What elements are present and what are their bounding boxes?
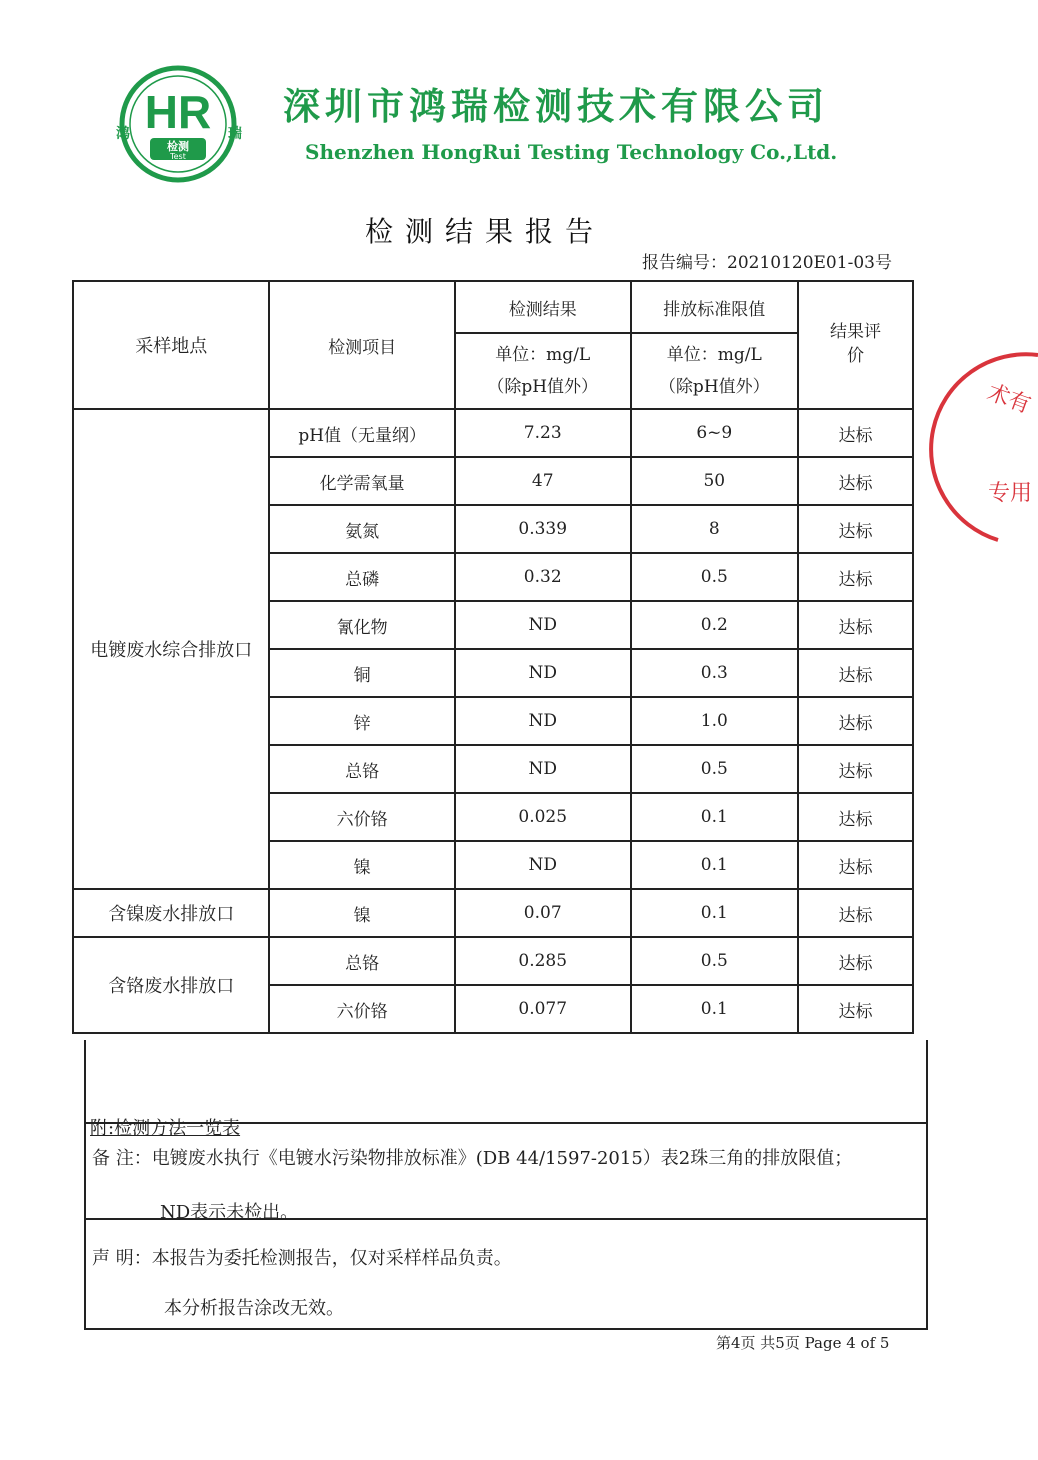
limit-cell: 0.3 xyxy=(631,649,799,697)
notes-section xyxy=(84,1040,928,1330)
location-cell: 电镀废水综合排放口 xyxy=(73,409,269,889)
eval-cell: 达标 xyxy=(798,889,913,937)
result-cell: ND xyxy=(455,697,631,745)
limit-cell: 0.1 xyxy=(631,793,799,841)
remark-line-2: ND表示未检出。 xyxy=(160,1202,299,1223)
eval-cell: 达标 xyxy=(798,649,913,697)
item-cell: 总铬 xyxy=(269,937,455,985)
logo-mark: HR xyxy=(144,86,212,138)
remark-line-1: 备 注：电镀废水执行《电镀水污染物排放标准》(DB 44/1597-2015）表2珠三角的排放限值； xyxy=(92,1148,853,1169)
limit-cell: 0.2 xyxy=(631,601,799,649)
item-cell: 镍 xyxy=(269,889,455,937)
limit-unit-text: 单位：mg/L xyxy=(666,344,762,365)
item-cell: 六价铬 xyxy=(269,985,455,1033)
eval-cell: 达标 xyxy=(798,937,913,985)
eval-cell: 达标 xyxy=(798,553,913,601)
statement-line-1: 声 明：本报告为委托检测报告，仅对采样样品负责。 xyxy=(92,1248,512,1269)
statement-line-2: 本分析报告涂改无效。 xyxy=(164,1298,344,1319)
result-cell: 0.025 xyxy=(455,793,631,841)
limit-cell: 6~9 xyxy=(631,409,799,457)
notes-divider xyxy=(86,1122,926,1124)
eval-cell: 达标 xyxy=(798,697,913,745)
header-evaluation-label: 结果评价 xyxy=(830,322,882,366)
header-limit: 排放标准限值 xyxy=(631,281,799,333)
header-evaluation xyxy=(798,281,913,409)
result-cell: ND xyxy=(455,841,631,889)
item-cell: pH值（无量纲） xyxy=(269,409,455,457)
limit-cell: 0.1 xyxy=(631,841,799,889)
result-cell: 0.07 xyxy=(455,889,631,937)
item-cell: 总铬 xyxy=(269,745,455,793)
item-cell: 化学需氧量 xyxy=(269,457,455,505)
limit-unit-note: （除pH值外） xyxy=(658,377,770,397)
eval-cell: 达标 xyxy=(798,601,913,649)
item-cell: 锌 xyxy=(269,697,455,745)
attachment-link[interactable]: 附:检测方法一览表 xyxy=(90,1118,241,1139)
result-cell: ND xyxy=(455,745,631,793)
limit-cell: 0.1 xyxy=(631,889,799,937)
company-logo xyxy=(108,62,248,187)
result-cell: 47 xyxy=(455,457,631,505)
stamp-text-bottom: 专用 xyxy=(988,481,1033,506)
results-table xyxy=(72,280,914,1034)
logo-sub-en: Test xyxy=(170,152,186,161)
limit-cell: 0.5 xyxy=(631,937,799,985)
result-cell: 7.23 xyxy=(455,409,631,457)
limit-cell: 0.5 xyxy=(631,553,799,601)
header-location: 采样地点 xyxy=(73,281,269,409)
result-cell: ND xyxy=(455,601,631,649)
notes-divider xyxy=(86,1218,926,1220)
item-cell: 镍 xyxy=(269,841,455,889)
report-number: 报告编号：20210120E01-03号 xyxy=(642,253,892,273)
eval-cell: 达标 xyxy=(798,409,913,457)
limit-cell: 8 xyxy=(631,505,799,553)
table-row xyxy=(73,937,913,985)
item-cell: 铜 xyxy=(269,649,455,697)
company-name-cn: 深圳市鸿瑞检测技术有限公司 xyxy=(283,85,829,128)
stamp-text-top: 术有 xyxy=(983,380,1034,419)
logo-right-char: 瑞 xyxy=(228,126,242,142)
page-number: 第4页 共5页 Page 4 of 5 xyxy=(716,1334,890,1352)
header-result: 检测结果 xyxy=(455,281,631,333)
result-unit-note: （除pH值外） xyxy=(487,377,599,397)
limit-cell: 50 xyxy=(631,457,799,505)
result-cell: 0.077 xyxy=(455,985,631,1033)
report-title: 检测结果报告 xyxy=(365,215,606,248)
table-header-row xyxy=(73,281,913,333)
eval-cell: 达标 xyxy=(798,985,913,1033)
logo-left-char: 鸿 xyxy=(116,126,130,142)
item-cell: 氨氮 xyxy=(269,505,455,553)
eval-cell: 达标 xyxy=(798,457,913,505)
eval-cell: 达标 xyxy=(798,745,913,793)
limit-cell: 0.5 xyxy=(631,745,799,793)
result-cell: 0.339 xyxy=(455,505,631,553)
table-row xyxy=(73,409,913,457)
eval-cell: 达标 xyxy=(798,793,913,841)
table-row xyxy=(73,889,913,937)
eval-cell: 达标 xyxy=(798,505,913,553)
result-unit-text: 单位：mg/L xyxy=(495,344,591,365)
item-cell: 六价铬 xyxy=(269,793,455,841)
location-cell: 含铬废水排放口 xyxy=(73,937,269,1033)
result-cell: 0.32 xyxy=(455,553,631,601)
result-cell: 0.285 xyxy=(455,937,631,985)
location-cell: 含镍废水排放口 xyxy=(73,889,269,937)
item-cell: 氰化物 xyxy=(269,601,455,649)
company-name-en: Shenzhen HongRui Testing Technology Co.,Ltd. xyxy=(305,140,838,164)
item-cell: 总磷 xyxy=(269,553,455,601)
header-result-unit xyxy=(455,333,631,409)
logo-sub: 检测 xyxy=(167,140,189,153)
seal-stamp xyxy=(978,350,1038,550)
limit-cell: 1.0 xyxy=(631,697,799,745)
header-limit-unit xyxy=(631,333,799,409)
header-item: 检测项目 xyxy=(269,281,455,409)
eval-cell: 达标 xyxy=(798,841,913,889)
result-cell: ND xyxy=(455,649,631,697)
limit-cell: 0.1 xyxy=(631,985,799,1033)
